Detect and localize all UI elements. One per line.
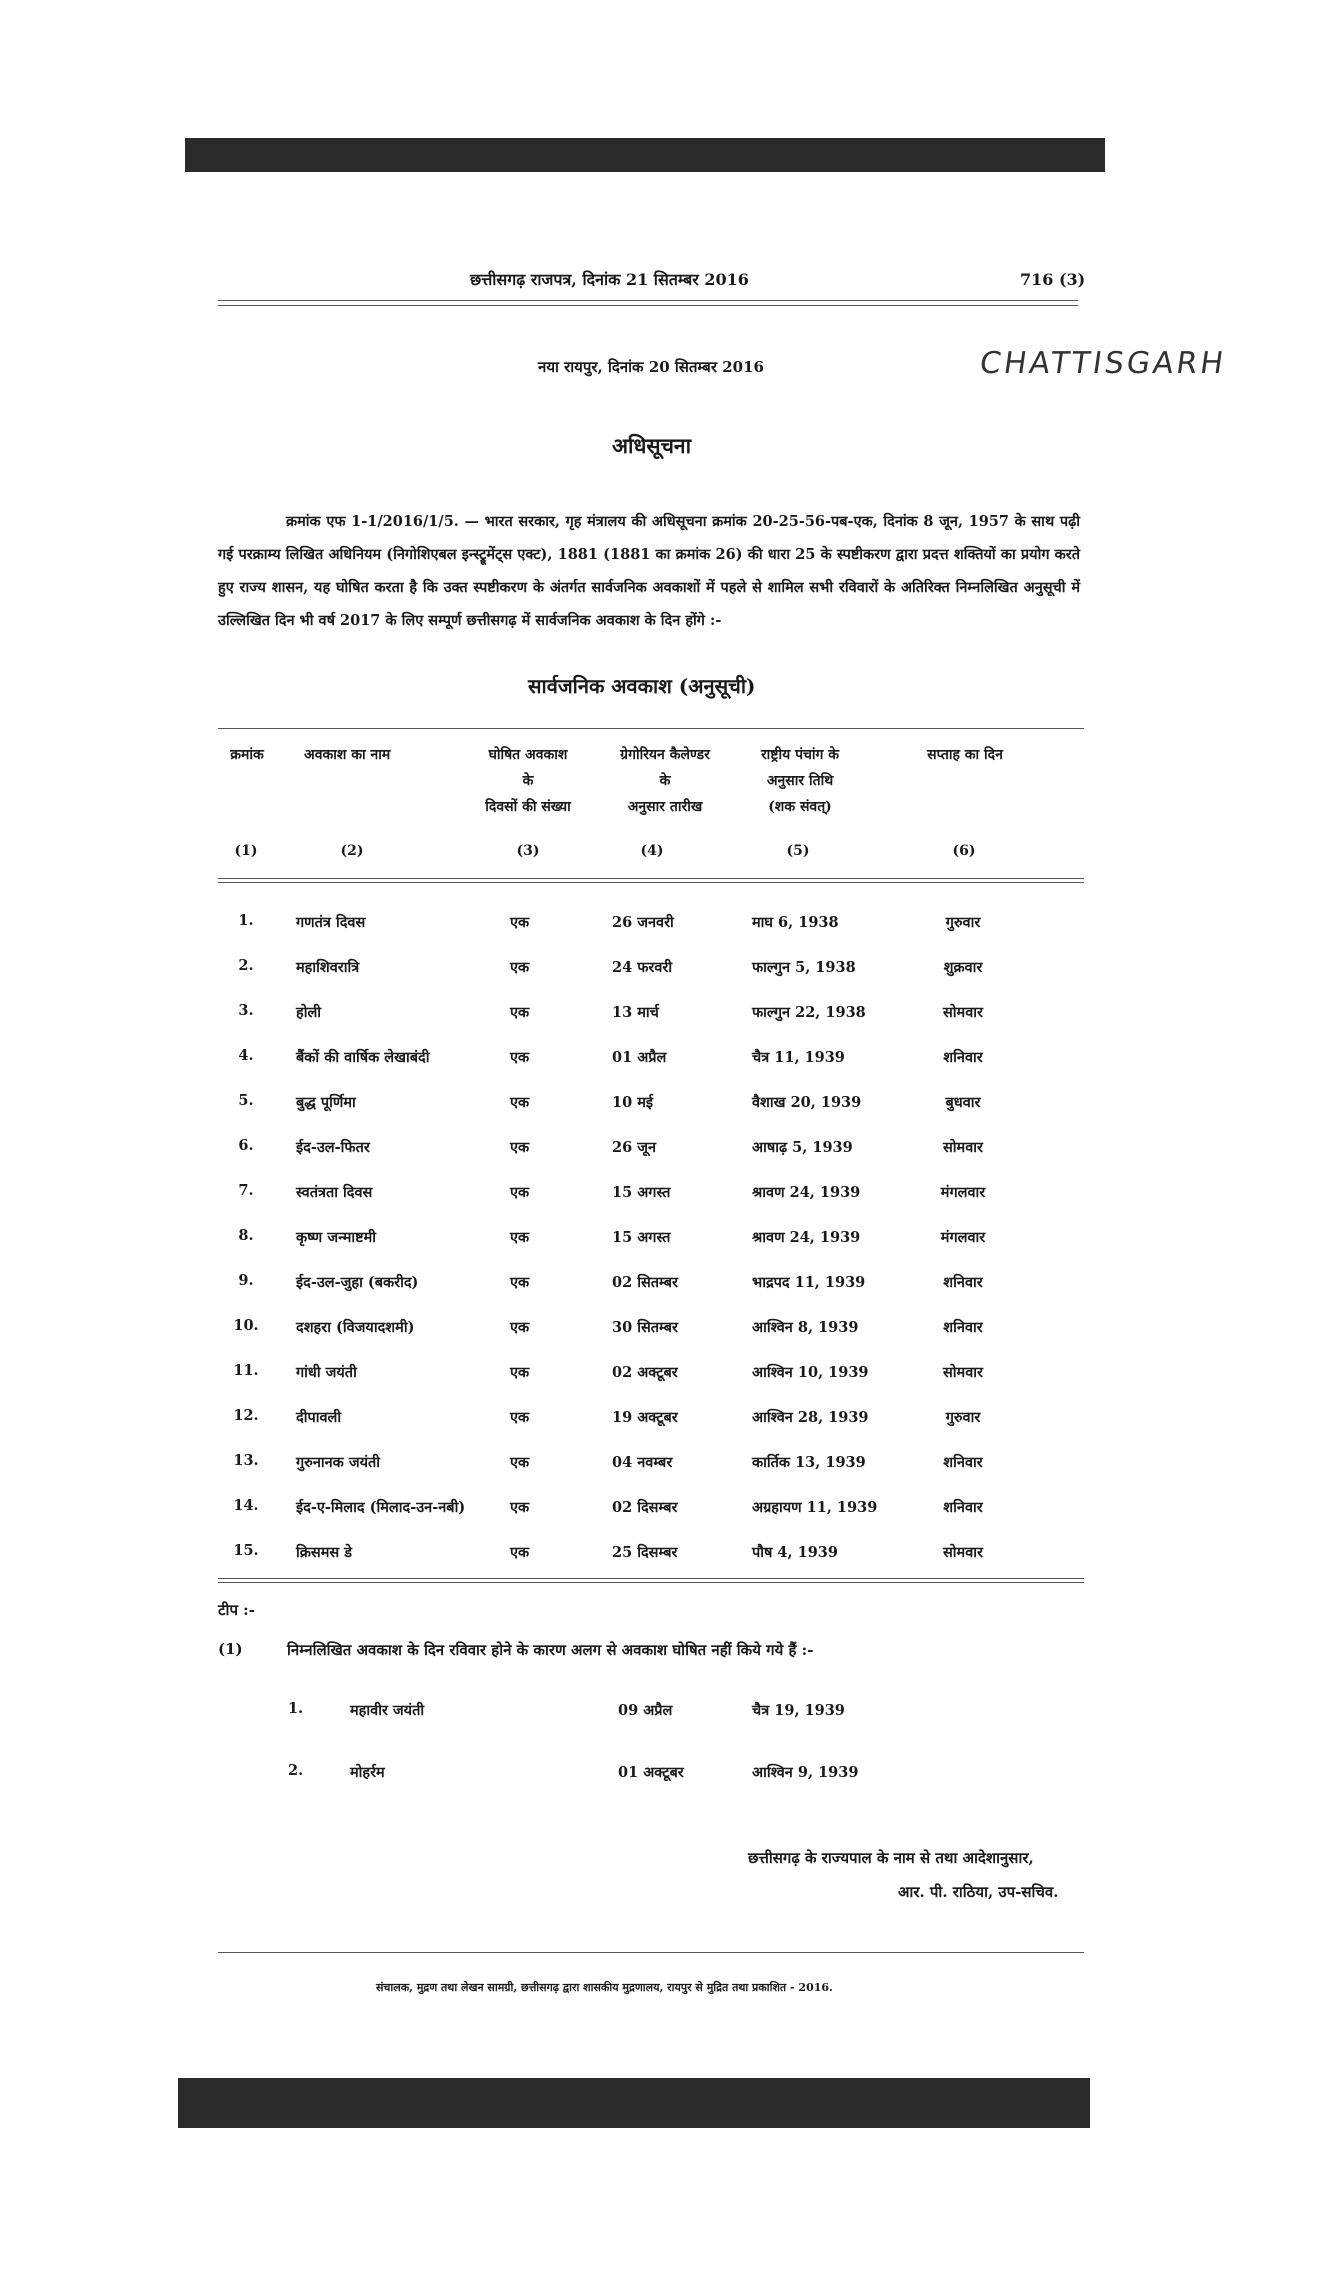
cell-days: एक <box>510 1139 530 1156</box>
place-date: नया रायपुर, दिनांक 20 सितम्बर 2016 <box>538 358 764 376</box>
table-row <box>0 1047 1326 1077</box>
cell-days: एक <box>510 1409 530 1426</box>
table-row <box>0 1137 1326 1167</box>
header-serial <box>222 742 272 768</box>
cell-serial: 11. <box>233 1362 259 1379</box>
cell-date: 26 जून <box>612 1139 657 1156</box>
cell-weekday: शनिवार <box>943 1499 983 1516</box>
cell-date: 02 अक्टूबर <box>612 1364 678 1381</box>
cell-weekday: शुक्रवार <box>943 959 983 976</box>
cell-serial: 3. <box>238 1002 254 1019</box>
gazette-header: छत्तीसगढ़ राजपत्र, दिनांक 21 सितम्बर 2016 <box>470 270 749 289</box>
cell-saka: श्रावण 24, 1939 <box>752 1229 861 1246</box>
signing-officer: आर. पी. राठिया, उप-सचिव. <box>898 1883 1059 1901</box>
cell-days: एक <box>510 1499 530 1516</box>
table-row <box>0 1272 1326 1302</box>
sunday-holiday-serial: 2. <box>288 1762 304 1779</box>
cell-saka: आश्विन 28, 1939 <box>752 1409 869 1426</box>
table-row <box>0 1542 1326 1572</box>
cell-serial: 7. <box>238 1182 254 1199</box>
footer-imprint: संचालक, मुद्रण तथा लेखन सामग्री, छत्तीसगढ़ द्वारा शासकीय मुद्रणालय, रायपुर से मुद्रित तथा प्रकाशित - 2016. <box>376 1981 833 1994</box>
cell-saka: फाल्गुन 22, 1938 <box>752 1004 866 1021</box>
table-top-rule <box>218 728 1084 729</box>
cell-holiday-name: कृष्ण जन्माष्टमी <box>296 1229 377 1246</box>
cell-days: एक <box>510 1454 530 1471</box>
sunday-holiday-name: मोहर्रम <box>350 1764 385 1781</box>
cell-serial: 1. <box>238 912 254 929</box>
column-number: (4) <box>640 843 664 859</box>
cell-date: 19 अक्टूबर <box>612 1409 678 1426</box>
cell-holiday-name: गणतंत्र दिवस <box>296 914 366 931</box>
cell-holiday-name: ईद-उल-फितर <box>296 1139 370 1156</box>
header-days-count <box>468 742 588 820</box>
cell-saka: फाल्गुन 5, 1938 <box>752 959 856 976</box>
cell-serial: 15. <box>233 1542 259 1559</box>
table-row <box>0 1182 1326 1212</box>
table-row <box>0 957 1326 987</box>
cell-weekday: गुरुवार <box>945 914 981 931</box>
cell-weekday: मंगलवार <box>940 1184 986 1201</box>
cell-days: एक <box>510 1049 530 1066</box>
cell-serial: 12. <box>233 1407 259 1424</box>
cell-holiday-name: बुद्ध पूर्णिमा <box>296 1094 356 1111</box>
header-gregorian-date <box>590 742 740 820</box>
cell-serial: 10. <box>233 1317 259 1334</box>
scan-border-bottom <box>178 2078 1090 2128</box>
cell-weekday: शनिवार <box>943 1454 983 1471</box>
cell-date: 02 दिसम्बर <box>612 1499 678 1516</box>
cell-holiday-name: बैंकों की वार्षिक लेखाबंदी <box>296 1049 430 1066</box>
cell-holiday-name: क्रिसमस डे <box>296 1544 352 1561</box>
cell-weekday: शनिवार <box>943 1274 983 1291</box>
cell-date: 02 सितम्बर <box>612 1274 678 1291</box>
cell-days: एक <box>510 1184 530 1201</box>
header-saka-date-line: राष्ट्रीय पंचांग के <box>760 747 840 763</box>
scan-border-top <box>185 138 1105 172</box>
cell-weekday: सोमवार <box>943 1004 983 1021</box>
note-text: निम्नलिखित अवकाश के दिन रविवार होने के कारण अलग से अवकाश घोषित नहीं किये गये हैं :- <box>287 1641 814 1659</box>
cell-date: 15 अगस्त <box>612 1184 671 1201</box>
cell-holiday-name: गुरुनानक जयंती <box>296 1454 381 1471</box>
cell-holiday-name: गांधी जयंती <box>296 1364 357 1381</box>
cell-holiday-name: ईद-ए-मिलाद (मिलाद-उन-नबी) <box>296 1499 466 1516</box>
header-gregorian-date-line: अनुसार तारीख <box>627 799 703 815</box>
header-weekday-label: सप्ताह का दिन <box>927 747 1003 763</box>
cell-saka: अग्रहायण 11, 1939 <box>752 1499 878 1516</box>
table-header-rule <box>218 878 1084 879</box>
cell-days: एक <box>510 959 530 976</box>
header-days-count-line: दिवसों की संख्या <box>485 799 571 815</box>
cell-weekday: सोमवार <box>943 1364 983 1381</box>
header-days-count-line: के <box>522 773 534 789</box>
table-row <box>0 1092 1326 1122</box>
cell-saka: आषाढ़ 5, 1939 <box>752 1139 853 1156</box>
column-number: (2) <box>340 843 364 859</box>
header-rule <box>218 305 1078 306</box>
cell-weekday: सोमवार <box>943 1544 983 1561</box>
cell-holiday-name: महाशिवरात्रि <box>296 959 360 976</box>
cell-saka: वैशाख 20, 1939 <box>752 1094 862 1111</box>
header-gregorian-date-line: के <box>659 773 671 789</box>
cell-date: 13 मार्च <box>612 1004 659 1021</box>
cell-days: एक <box>510 1274 530 1291</box>
cell-weekday: बुधवार <box>945 1094 981 1111</box>
cell-saka: पौष 4, 1939 <box>752 1544 838 1561</box>
table-header-rule <box>218 882 1084 883</box>
cell-saka: आश्विन 8, 1939 <box>752 1319 859 1336</box>
cell-weekday: मंगलवार <box>940 1229 986 1246</box>
sunday-holiday-saka: चैत्र 19, 1939 <box>752 1702 845 1719</box>
cell-holiday-name: ईद-उल-जुहा (बकरीद) <box>296 1274 419 1291</box>
header-serial-label: क्रमांक <box>230 747 264 763</box>
cell-serial: 14. <box>233 1497 259 1514</box>
cell-saka: माघ 6, 1938 <box>752 914 839 931</box>
sunday-holiday-date: 01 अक्टूबर <box>618 1764 684 1781</box>
cell-date: 04 नवम्बर <box>612 1454 673 1471</box>
cell-weekday: शनिवार <box>943 1049 983 1066</box>
header-gregorian-date-line: ग्रेगोरियन कैलेण्डर <box>620 747 710 763</box>
cell-date: 15 अगस्त <box>612 1229 671 1246</box>
cell-serial: 4. <box>238 1047 254 1064</box>
cell-date: 01 अप्रैल <box>612 1049 667 1066</box>
cell-days: एक <box>510 914 530 931</box>
cell-weekday: सोमवार <box>943 1139 983 1156</box>
cell-saka: चैत्र 11, 1939 <box>752 1049 845 1066</box>
cell-date: 10 मई <box>612 1094 654 1111</box>
cell-serial: 13. <box>233 1452 259 1469</box>
cell-serial: 6. <box>238 1137 254 1154</box>
cell-holiday-name: दीपावली <box>296 1409 342 1426</box>
cell-days: एक <box>510 1544 530 1561</box>
table-row <box>0 1497 1326 1527</box>
column-number: (1) <box>234 843 258 859</box>
cell-holiday-name: स्वतंत्रता दिवस <box>296 1184 373 1201</box>
footer-rule <box>218 1952 1084 1953</box>
cell-days: एक <box>510 1004 530 1021</box>
sunday-holiday-name: महावीर जयंती <box>350 1702 425 1719</box>
cell-serial: 8. <box>238 1227 254 1244</box>
header-holiday-name-label: अवकाश का नाम <box>304 747 391 763</box>
cell-holiday-name: दशहरा (विजयादशमी) <box>296 1319 415 1336</box>
cell-weekday: शनिवार <box>943 1319 983 1336</box>
header-rule <box>218 300 1078 301</box>
governor-order-line: छत्तीसगढ़ के राज्यपाल के नाम से तथा आदेशानुसार, <box>748 1849 1034 1867</box>
table-row <box>0 1362 1326 1392</box>
column-number: (3) <box>516 843 540 859</box>
handwritten-note: CHATTISGARH <box>977 346 1229 381</box>
cell-saka: आश्विन 10, 1939 <box>752 1364 869 1381</box>
header-days-count-line: घोषित अवकाश <box>488 747 568 763</box>
cell-saka: कार्तिक 13, 1939 <box>752 1454 866 1471</box>
cell-serial: 2. <box>238 957 254 974</box>
cell-holiday-name: होली <box>296 1004 322 1021</box>
column-number: (6) <box>952 843 976 859</box>
cell-saka: श्रावण 24, 1939 <box>752 1184 861 1201</box>
table-row <box>0 1452 1326 1482</box>
header-saka-date <box>730 742 870 820</box>
table-row <box>0 912 1326 942</box>
note-label: टीप :- <box>218 1601 255 1619</box>
table-row <box>0 1407 1326 1437</box>
table-row <box>0 1002 1326 1032</box>
cell-days: एक <box>510 1319 530 1336</box>
cell-days: एक <box>510 1094 530 1111</box>
table-bottom-rule <box>218 1582 1084 1583</box>
cell-date: 30 सितम्बर <box>612 1319 678 1336</box>
cell-days: एक <box>510 1229 530 1246</box>
sunday-holiday-date: 09 अप्रैल <box>618 1702 673 1719</box>
sunday-holiday-serial: 1. <box>288 1700 304 1717</box>
table-row <box>0 1317 1326 1347</box>
note-number: (1) <box>218 1640 243 1658</box>
notification-title: अधिसूचना <box>612 433 692 458</box>
cell-serial: 9. <box>238 1272 254 1289</box>
body-paragraph: क्रमांक एफ 1-1/2016/1/5. — भारत सरकार, गृह मंत्रालय की अधिसूचना क्रमांक 20-25-56-पब-एक, दिनांक 8 जून, 1957 के साथ पढ़ी गई परक्राम्य लिखित अधिनियम (निगोशिएबल इन्स्ट्रूमेंट्स एक्ट), 1881 (1881 का क्रमांक 26) की धारा 25 के स्पष्टीकरण द्वारा प्रदत्त शक्तियों का प्रयोग करते हुए राज्य शासन, यह घोषित करता है कि उक्त स्पष्टीकरण के अंतर्गत सार्वजनिक अवकाशों में पहले से शामिल सभी रविवारों के अतिरिक्त निम्नलिखित अनुसूची में उल्लिखित दिन भी वर्ष 2017 के लिए सम्पूर्ण छत्तीसगढ़ में सार्वजनिक अवकाश के दिन होंगे :- <box>218 513 1080 629</box>
cell-serial: 5. <box>238 1092 254 1109</box>
cell-date: 26 जनवरी <box>612 914 674 931</box>
sunday-holiday-saka: आश्विन 9, 1939 <box>752 1764 859 1781</box>
cell-date: 25 दिसम्बर <box>612 1544 678 1561</box>
table-title: सार्वजनिक अवकाश (अनुसूची) <box>528 674 756 698</box>
table-bottom-rule <box>218 1578 1084 1579</box>
header-saka-date-line: अनुसार तिथि <box>766 773 834 789</box>
column-number: (5) <box>786 843 810 859</box>
header-weekday <box>900 742 1030 768</box>
cell-saka: भाद्रपद 11, 1939 <box>752 1274 866 1291</box>
cell-days: एक <box>510 1364 530 1381</box>
page-number: 716 (3) <box>1020 270 1086 289</box>
header-holiday-name <box>290 742 444 768</box>
header-saka-date-line: (शक संवत्) <box>768 799 832 815</box>
cell-weekday: गुरुवार <box>945 1409 981 1426</box>
table-row <box>0 1227 1326 1257</box>
cell-date: 24 फरवरी <box>612 959 673 976</box>
